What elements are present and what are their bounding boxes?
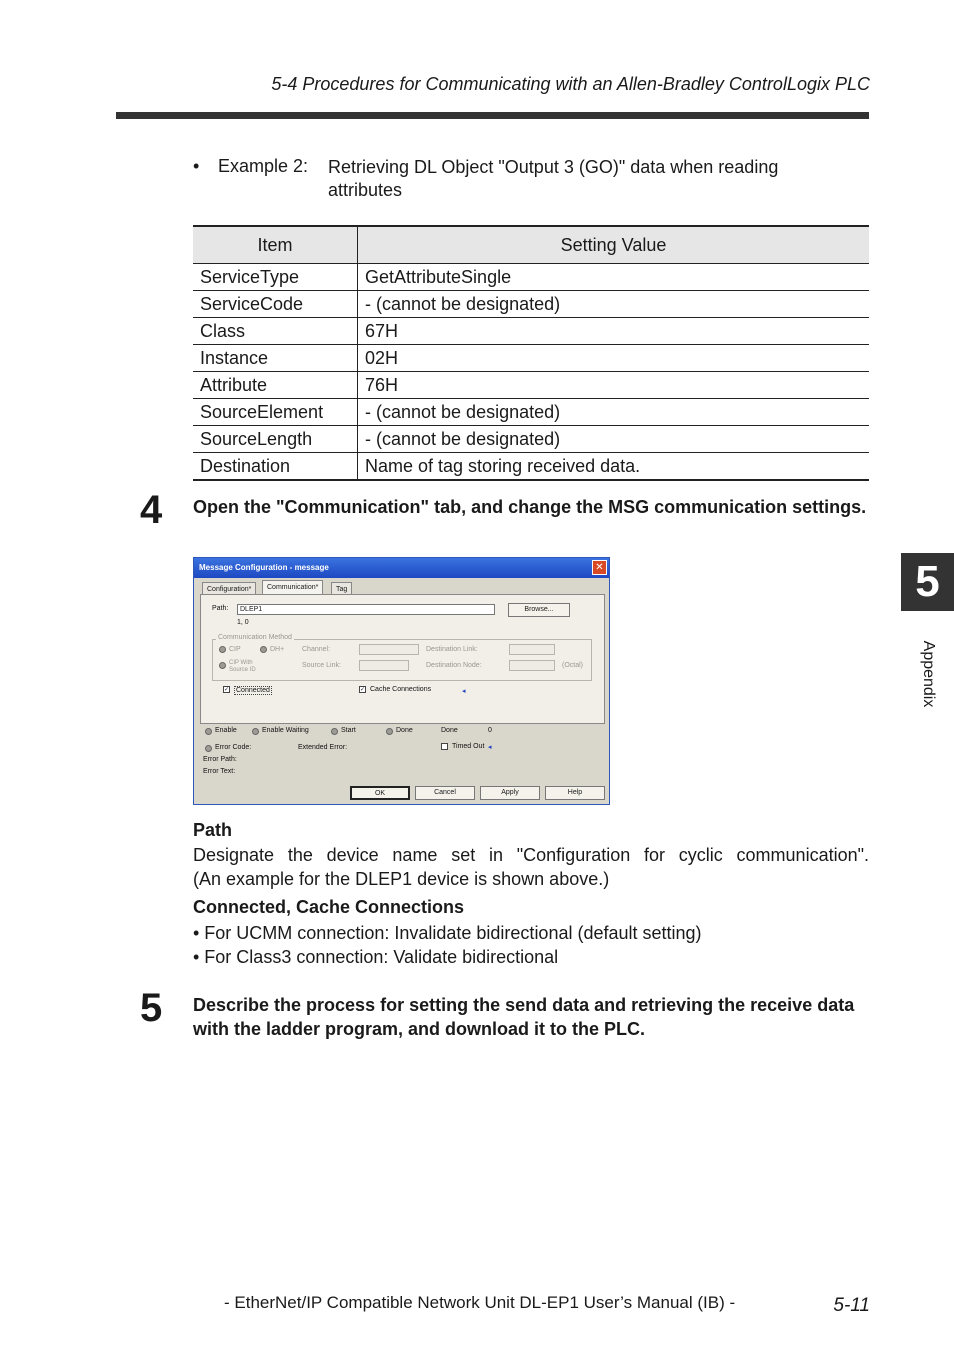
enable-indicator-icon — [205, 728, 212, 735]
item-cell: Instance — [193, 345, 358, 372]
page-number: 5-11 — [833, 1295, 870, 1316]
example-label: Example 2: — [218, 156, 309, 176]
error-path-label: Error Path: — [203, 756, 237, 763]
close-icon[interactable]: ✕ — [592, 560, 607, 575]
item-cell: SourceElement — [193, 399, 358, 426]
value-cell: - (cannot be designated) — [358, 426, 870, 453]
cip-label: CIP — [229, 646, 241, 653]
destination-link-field[interactable] — [509, 644, 555, 655]
communication-method-label: Communication Method — [218, 634, 292, 641]
octal-label: (Octal) — [562, 662, 583, 669]
table-row — [193, 399, 869, 426]
item-cell: Class — [193, 318, 358, 345]
destination-link-label: Destination Link: — [426, 646, 478, 653]
path-input[interactable]: DLEP1 — [237, 604, 495, 615]
column-header-item: Item — [193, 226, 358, 264]
start-label: Start — [341, 727, 356, 734]
value-cell: 02H — [358, 345, 870, 372]
example-text: Retrieving DL Object "Output 3 (GO)" data when reading attributes — [328, 157, 779, 200]
arrow-left-icon: ◂ — [462, 688, 466, 695]
page-header-title: 5-4 Procedures for Communicating with an Allen-Bradley ControlLogix PLC — [271, 74, 870, 94]
dialog-title: Message Configuration - message — [194, 558, 609, 578]
path-description-line-1: Designate the device name set in "Configuration for cyclic communication". — [193, 845, 869, 865]
cip-source-radio[interactable] — [219, 662, 226, 669]
table-row — [193, 372, 869, 399]
table-row — [193, 345, 869, 372]
error-text-label: Error Text: — [203, 768, 236, 775]
timed-out-label: Timed Out — [452, 743, 485, 750]
table-row — [193, 264, 869, 291]
dhp-radio[interactable] — [260, 646, 267, 653]
value-cell: - (cannot be designated) — [358, 291, 870, 318]
footer-manual-title: - EtherNet/IP Compatible Network Unit DL-EP1 User’s Manual (IB) - — [224, 1293, 736, 1312]
ucmm-bullet: • For UCMM connection: Invalidate bidirectional (default setting) — [193, 923, 702, 943]
example-bullet: • — [193, 156, 200, 176]
table-row — [193, 426, 869, 453]
cache-connections-checkbox[interactable]: ✓ — [360, 687, 366, 693]
path-sub-value: 1, 0 — [237, 619, 249, 626]
step-4-number: 4 — [140, 488, 163, 532]
destination-node-label: Destination Node: — [426, 662, 482, 669]
dhp-label: DH+ — [270, 646, 285, 653]
message-configuration-dialog — [193, 557, 610, 805]
class3-bullet: • For Class3 connection: Validate bidirectional — [193, 947, 559, 967]
tab-configuration[interactable]: Configuration* — [202, 582, 256, 596]
cancel-button[interactable]: Cancel — [415, 786, 475, 800]
help-button[interactable]: Help — [545, 786, 605, 800]
timed-out-checkbox[interactable] — [441, 743, 448, 750]
step-5-text: Describe the process for setting the send data and retrieving the receive data with the ladder program, and download it to the PLC. — [193, 995, 855, 1039]
step-5-number: 5 — [140, 986, 163, 1030]
done-length-label: Done — [441, 727, 458, 734]
cip-radio[interactable] — [219, 646, 226, 653]
value-cell: Name of tag storing received data. — [358, 453, 870, 481]
item-cell: ServiceCode — [193, 291, 358, 318]
tab-tag[interactable]: Tag — [331, 582, 352, 596]
destination-node-field[interactable] — [509, 660, 555, 671]
error-code-label: Error Code: — [215, 744, 252, 751]
item-cell: ServiceType — [193, 264, 358, 291]
error-indicator-icon — [205, 745, 212, 752]
tab-communication[interactable]: Communication* — [262, 580, 323, 596]
done-indicator-icon — [386, 728, 393, 735]
path-description-line-2: (An example for the DLEP1 device is shown above.) — [193, 869, 610, 889]
table-header-row — [193, 226, 869, 264]
extended-error-label: Extended Error: — [298, 744, 348, 751]
connected-checkbox[interactable]: ✓ — [224, 687, 230, 693]
source-link-field[interactable] — [359, 660, 409, 671]
channel-select[interactable] — [359, 644, 419, 655]
item-cell: Attribute — [193, 372, 358, 399]
done-length-value: 0 — [488, 727, 492, 734]
table-row — [193, 318, 869, 345]
cip-source-label: CIP With Source ID — [229, 660, 256, 673]
column-header-setting-value: Setting Value — [358, 226, 870, 264]
value-cell: - (cannot be designated) — [358, 399, 870, 426]
ok-button[interactable]: OK — [350, 786, 410, 800]
cache-connections-label: Cache Connections — [370, 686, 432, 693]
done-label: Done — [396, 727, 413, 734]
appendix-side-label: Appendix — [920, 640, 937, 708]
browse-button[interactable]: Browse... — [508, 603, 570, 617]
apply-button[interactable]: Apply — [480, 786, 540, 800]
enable-waiting-label: Enable Waiting — [262, 727, 309, 734]
table-row — [193, 453, 869, 481]
value-cell: 67H — [358, 318, 870, 345]
arrow-left-icon: ◂ — [488, 744, 492, 751]
value-cell: 76H — [358, 372, 870, 399]
table-row — [193, 291, 869, 318]
connected-label: Connected — [236, 687, 270, 694]
step-4-text: Open the "Communication" tab, and change the MSG communication settings. — [193, 497, 867, 517]
enable-waiting-indicator-icon — [252, 728, 259, 735]
path-label: Path: — [212, 605, 229, 612]
item-cell: SourceLength — [193, 426, 358, 453]
connected-heading: Connected, Cache Connections — [193, 897, 465, 917]
path-heading: Path — [193, 820, 233, 840]
start-indicator-icon — [331, 728, 338, 735]
enable-label: Enable — [215, 727, 237, 734]
value-cell: GetAttributeSingle — [358, 264, 870, 291]
channel-label: Channel: — [302, 646, 331, 653]
settings-table — [193, 225, 869, 481]
chapter-tab: 5 — [901, 553, 954, 611]
source-link-label: Source Link: — [302, 662, 341, 669]
item-cell: Destination — [193, 453, 358, 481]
header-rule — [116, 112, 869, 119]
